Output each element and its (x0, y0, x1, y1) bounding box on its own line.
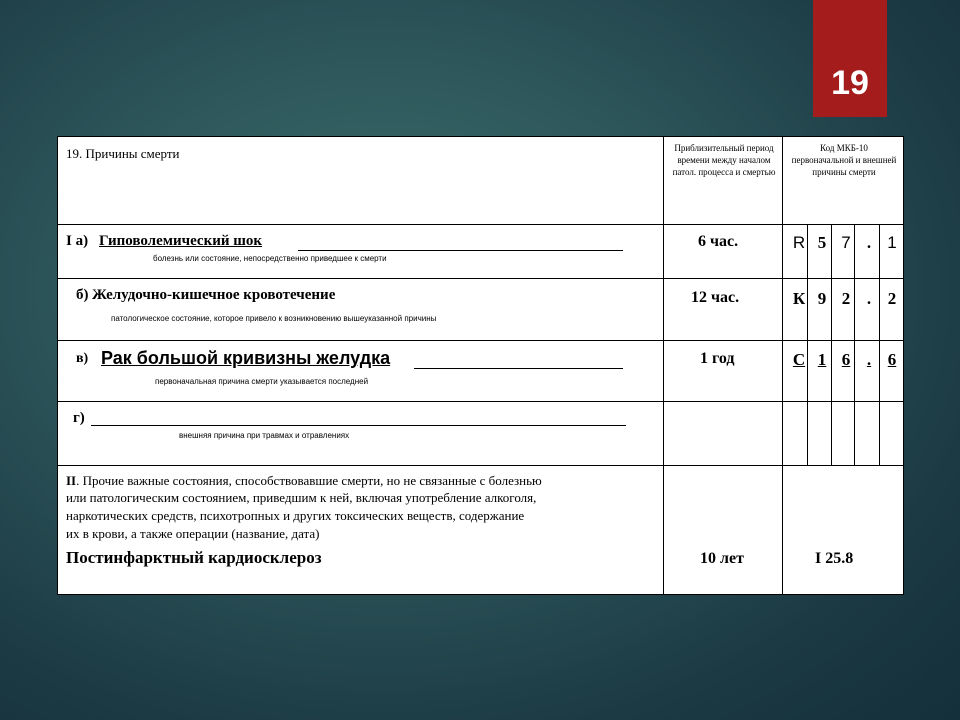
row-a-diagnosis: Гиповолемический шок (99, 233, 263, 249)
code-cell-divider (854, 224, 855, 465)
section2-text2: или патологическим состоянием, приведшим к ней, включая употребление алкоголя, (66, 490, 537, 505)
causes-header: 19. Причины смерти (66, 146, 180, 161)
row-b-prefix: б) (76, 287, 89, 303)
row-a-code-char: R (792, 233, 806, 252)
row-divider (58, 465, 903, 466)
row-d-prefix: г) (73, 410, 85, 426)
section2-code: I 25.8 (815, 550, 854, 567)
row-c-code-char: . (866, 350, 872, 369)
slide-number: 19 (831, 64, 869, 102)
row-d-underline (91, 425, 626, 426)
row-a-period: 6 час. (698, 233, 739, 250)
row-c-caption: первоначальная причина смерти указывается последней (155, 377, 369, 386)
row-d-caption: внешняя причина при травмах и отравлениях (179, 431, 350, 440)
slide-number-badge (813, 0, 887, 117)
code-cell-divider (879, 224, 880, 465)
section2-diagnosis: Постинфарктный кардиосклероз (66, 548, 322, 567)
row-c-code-char: 6 (887, 350, 897, 369)
row-b-caption: патологическое состояние, которое привело к возникновению вышеуказанной причины (111, 314, 437, 323)
row-c-underline (414, 368, 623, 369)
row-b-diagnosis: Желудочно-кишечное кровотечение (92, 287, 336, 303)
row-c-diagnosis: Рак большой кривизны желудка (101, 348, 391, 368)
row-b-period: 12 час. (691, 289, 740, 306)
row-b-code-char: 9 (817, 289, 827, 308)
section2-text1: . Прочие важные состояния, способствовавшие смерти, но не связанные с болезнью (76, 473, 542, 488)
row-a-code-char: 7 (841, 233, 851, 252)
row-b-code-char: . (866, 289, 872, 308)
row-divider (58, 224, 903, 225)
row-a-prefix: I а) (66, 233, 89, 249)
death-certificate-form (57, 136, 904, 595)
code-cell-divider (807, 224, 808, 465)
row-c-prefix: в) (76, 351, 89, 366)
row-b-code-char: 2 (887, 289, 897, 308)
period-header: Приблизительный период времени между началом патол. процесса и смертью (672, 143, 776, 177)
row-divider (58, 340, 903, 341)
row-c-code-char: 6 (841, 350, 851, 369)
row-a-code-char: . (866, 233, 872, 252)
section2-period: 10 лет (700, 550, 744, 567)
row-divider (58, 278, 903, 279)
row-a-underline (298, 250, 623, 251)
section2-text4: их в крови, а также операции (название, дата) (66, 526, 320, 541)
code-cell-divider (831, 224, 832, 465)
column-divider (782, 137, 783, 594)
row-c-period: 1 год (700, 350, 735, 367)
row-b-code-char: 2 (841, 289, 851, 308)
column-divider (663, 137, 664, 594)
row-a-code-char: 1 (887, 233, 897, 252)
section2-line1 (66, 472, 542, 489)
row-c-code-char: С (792, 350, 806, 369)
section2-text3: наркотических средств, психотропных и других токсических веществ, содержание (66, 508, 525, 523)
row-a-code-char: 5 (817, 233, 827, 252)
row-divider (58, 401, 903, 402)
row-c-code-char: 1 (817, 350, 827, 369)
row-b-code-char: К (792, 289, 806, 308)
section2-roman: II (66, 473, 77, 488)
row-a-caption: болезнь или состояние, непосредственно приведшее к смерти (153, 254, 387, 263)
icd-header: Код МКБ-10 первоначальной и внешней причины смерти (791, 143, 897, 177)
